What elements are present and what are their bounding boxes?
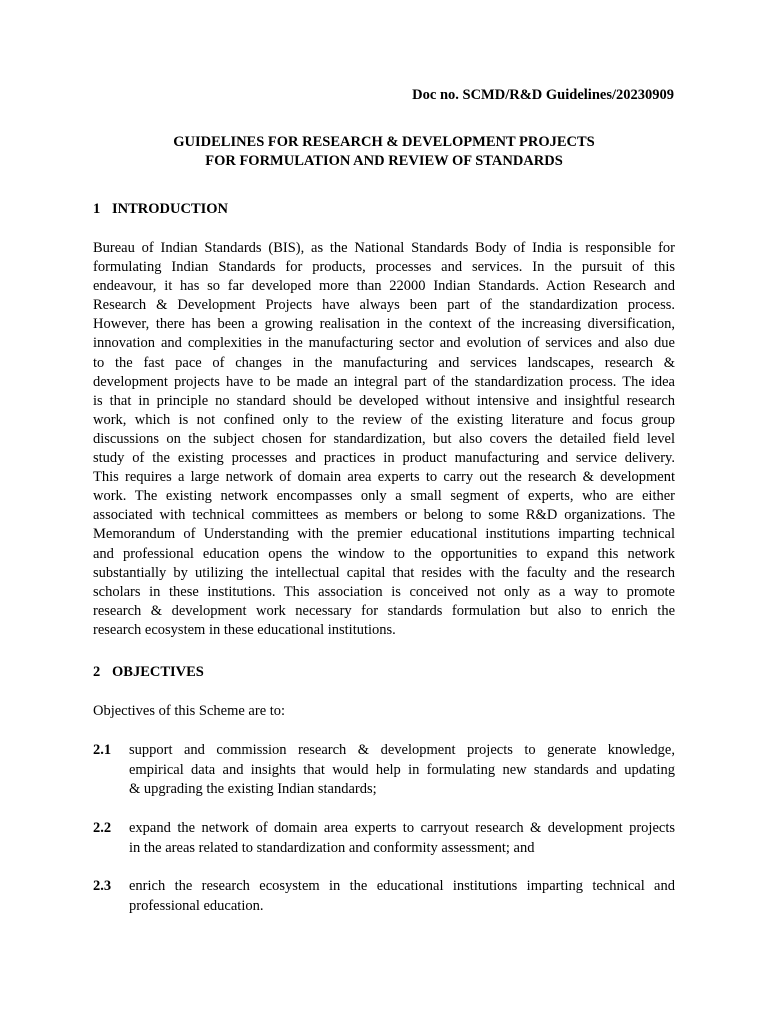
title-line-2: FOR FORMULATION AND REVIEW OF STANDARDS xyxy=(205,153,563,169)
section-1-number: 1 xyxy=(93,201,101,217)
objectives-intro-text: Objectives of this Scheme are to: xyxy=(93,703,286,719)
paragraph-line: associated with technical committees as members or belong to some R&D organizations. The xyxy=(93,507,675,524)
paragraph-line: Bureau of Indian Standards (BIS), as the National Standards Body of India is responsible for xyxy=(93,240,675,256)
title-line-1: GUIDELINES FOR RESEARCH & DEVELOPMENT PROJECTS xyxy=(173,134,595,150)
objective-line: support and commission research & development projects to generate knowledge, xyxy=(129,742,675,758)
objective-line: expand the network of domain area experts to carryout research & development projects xyxy=(129,820,675,836)
paragraph-line: scholars in these institutions. This association is conceived not only as a way to promote xyxy=(93,583,675,600)
section-2-number: 2 xyxy=(93,664,101,680)
section-2-heading xyxy=(93,664,204,681)
paragraph-line: work. The existing network encompasses only a small segment of experts, who are either xyxy=(93,488,675,505)
objective-line: professional education. xyxy=(129,897,264,914)
paragraph-line: development projects have to be made an integral part of the standardization process. The idea xyxy=(93,373,675,390)
objective-number: 2.3 xyxy=(93,878,112,894)
paragraph-line: work, which is not confined only to the review of the existing literature and focus group xyxy=(93,411,675,428)
paragraph-line: is that in principle no standard should be developed without intensive and insightful research xyxy=(93,392,675,409)
objectives-intro xyxy=(93,702,675,721)
objective-item xyxy=(93,819,675,858)
paragraph-line: substantially by utilizing the intellectual capital that resides with the faculty and the research xyxy=(93,564,675,581)
paragraph-line: discussions on the subject chosen for standardization, but also covers the detailed field level xyxy=(93,430,675,447)
objective-text xyxy=(129,819,675,858)
document-title xyxy=(0,133,768,171)
objective-line: & upgrading the existing Indian standards; xyxy=(129,781,377,797)
paragraph-line: formulating Indian Standards for products, processes and services. In the pursuit of this xyxy=(93,259,675,276)
objective-number: 2.2 xyxy=(93,820,112,836)
objective-text xyxy=(129,741,675,800)
objective-item xyxy=(93,741,675,800)
paragraph-line: research ecosystem in these educational institutions. xyxy=(93,621,396,638)
paragraph-line: This requires a large network of domain area experts to carry out the research & development xyxy=(93,469,675,486)
objective-text xyxy=(129,877,675,916)
section-2-title: OBJECTIVES xyxy=(112,664,204,680)
paragraph-line: Research & Development Projects have always been part of the standardization process. xyxy=(93,297,675,314)
paragraph-line: Memorandum of Understanding with the premier educational institutions imparting technical xyxy=(93,526,675,543)
paragraph-line: study of the existing processes and practices in product manufacturing and service delivery. xyxy=(93,450,675,467)
section-1-title: INTRODUCTION xyxy=(112,201,229,217)
paragraph-line: and professional education opens the window to the opportunities to expand this network xyxy=(93,545,675,562)
paragraph-line: to the fast pace of changes in the manufacturing and services landscapes, research & xyxy=(93,354,675,371)
paragraph-line: However, there has been a growing realisation in the context of the increasing diversification, xyxy=(93,316,675,333)
objective-line: in the areas related to standardization and conformity assessment; and xyxy=(129,839,535,856)
paragraph-line: innovation and complexities in the manufacturing sector and evolution of services and also due xyxy=(93,335,675,352)
paragraph-line: endeavour, it has so far developed more than 22000 Indian Standards. Action Research and xyxy=(93,278,675,295)
objective-item xyxy=(93,877,675,916)
paragraph-line: research & development work necessary for standards formulation but also to enrich the xyxy=(93,602,675,619)
introduction-paragraph xyxy=(93,239,675,640)
document-number: Doc no. SCMD/R&D Guidelines/20230909 xyxy=(412,87,674,103)
objective-number: 2.1 xyxy=(93,742,112,758)
objective-line: empirical data and insights that would help in formulating new standards and updating xyxy=(129,761,675,778)
objective-line: enrich the research ecosystem in the educational institutions imparting technical and xyxy=(129,878,675,894)
section-1-heading xyxy=(93,201,228,218)
